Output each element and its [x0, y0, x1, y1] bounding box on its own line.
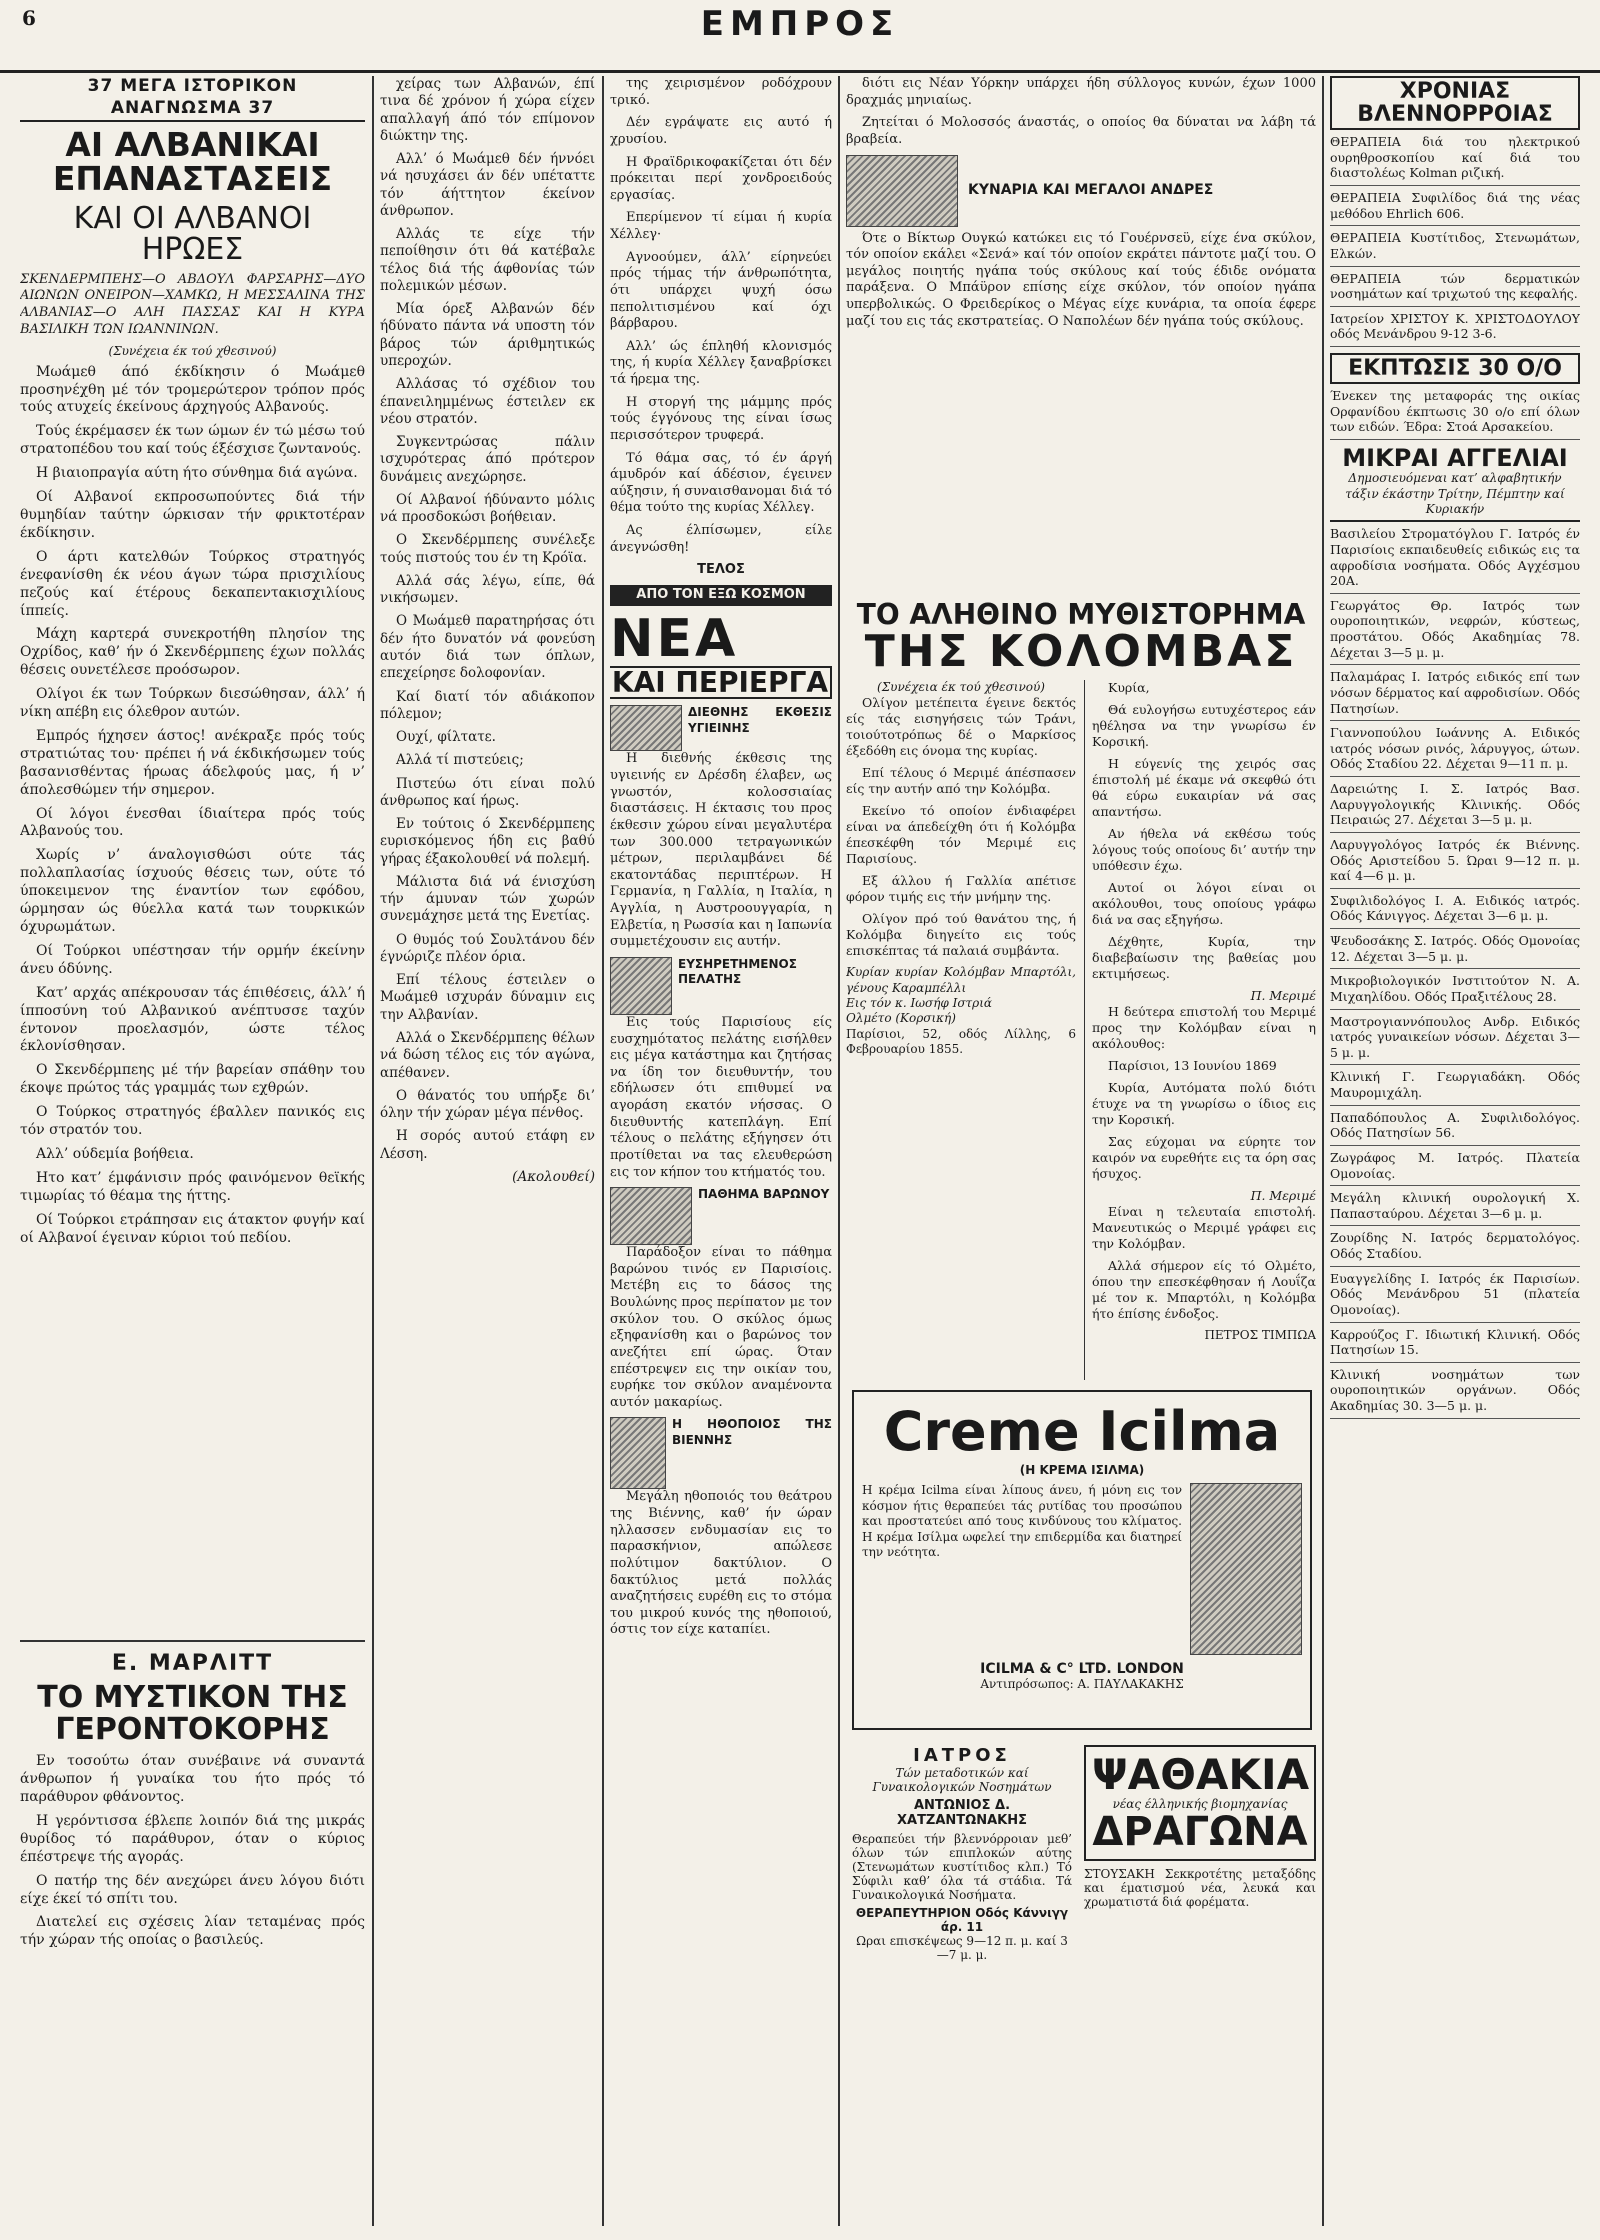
hound-illustration-icon — [610, 1187, 692, 1245]
item-title: ΔΙΕΘΝΗΣ ΕΚΘΕΣΙΣ ΥΓΙΕΙΝΗΣ — [688, 705, 832, 735]
paragraph: Επί τέλους έστειλεν ο Μωάμεθ ισχυράν δύναμιν εις την Αλβανίαν. — [380, 972, 595, 1023]
paragraph: Ας έλπίσωμεν, είλε άνεγνώσθη! — [610, 523, 832, 555]
paragraph: Αγνοούμεν, άλλ’ είρηνεύει πρός τήμας τήν άνθρωπότητα, ότι υπάρχει ψυχή όσω πεπολιτισμένου καί όχι βάρβαρου. — [610, 249, 832, 332]
paragraph: Εν τοσούτω όταν συνέβαινε νά συναντά άνθρωπον ή γυναίκα του ήτο πρός τό παράθυρον φθάνοντος. — [20, 1753, 365, 1805]
nea-heading: ΝΕΑ — [610, 608, 739, 669]
item-title: ΠΑΘΗΜΑ ΒΑΡΩΝΟΥ — [698, 1187, 830, 1202]
paragraph: Παρίσιοι, 13 Ιουνίου 1869 — [1108, 1058, 1277, 1073]
ad-title: ΨΑΘΑΚΙΑ — [1092, 1750, 1310, 1799]
paragraph: Αλλάς τε είχε τήν πεποίθησιν ότι θά κατέβαλε τέλος διά τής άφθονίας τών πολεμικών μέσων. — [380, 226, 595, 294]
paragraph: Τό θάμα σας, τό έν άργή άμυδρόν καί άδέσιον, έγεινεν αύξησιν, ή συναισθανομαι διά τό θέμα τούτο της κυρίας Χέλλεγ. — [610, 450, 832, 516]
clinic: ΘΕΡΑΠΕΥΤΗΡΙΟΝ Οδός Κάννιγγ άρ. 11 — [855, 1906, 1069, 1934]
classified-title: ΧΡΟΝΙΑΣ ΒΛΕΝΝΟΡΡΟΙΑΣ — [1330, 76, 1580, 130]
paragraph: Αυτοί οι λόγοι είναι οι ακόλουθοι, τους οποίους γράφω διά να σας εξηγήσω. — [1092, 880, 1316, 927]
classified-item: Παπαδόπουλος Α. Συφιλιδολόγος. Οδός Πατησίων 56. — [1330, 1106, 1580, 1146]
paragraph: Η δεύτερα επιστολή του Μεριμέ προς την Κολόμβαν είναι η ακόλουθος: — [1092, 1004, 1316, 1051]
paragraph: Κυρία, — [1108, 680, 1150, 695]
paragraph: Ο άρτι κατελθών Τούρκος στρατηγός ένεφανίσθη έκ νέου άγων τώρα πρισχιλίους πεζούς καί έτέρους δεκαπεντακισχιλίους ίππείς. — [20, 548, 365, 619]
paragraph: Χωρίς ν’ άναλογισθώσι ούτε τάς πολλαπλασίας ίσχυούς θέσεις των, ούτε τό ύποκειμενον της έναντίον των εφόδου, ώρμησαν ώς θύελλα κατά των τουρκικών όχυρωμάτων. — [20, 847, 365, 936]
ad-label: ΙΑΤΡΟΣ — [913, 1745, 1011, 1766]
paragraph: Μωάμεθ άπό έκδίκησιν ό Μωάμεθ προσηνέχθη μέ τόν τρομερώτερον τρόπον πρός τούς ατυχείς έκείνους άρχηγούς Αλβανούς. — [20, 363, 365, 416]
paragraph: Μάχη καρτερά συνεκροτήθη πλησίον της Οχρίδος, καθ’ ήν ό Σκενδέρμπεης έχων πολλάς θέσεις ουνετέλεσε προόσωρον. — [20, 626, 365, 679]
peacock-illustration-icon — [610, 1417, 666, 1489]
paragraph: Αλλάσας τό σχέδιον του έπανειλημμένως έστειλεν εκ νέου στρατόν. — [380, 376, 595, 427]
paragraph: Οί Τούρκοι ετράπησαν εις άτακτον φυγήν καί οί Αλβανοί έγειναν κύριοι τού πεδίου. — [20, 1211, 365, 1246]
column-rule — [602, 76, 604, 2226]
classified-item: Ζουρίδης Ν. Ιατρός δερματολόγος. Οδός Σταδίου. — [1330, 1226, 1580, 1266]
paragraph: Διατελεί εις σχέσεις λίαν τεταμένας πρός τήν χώραν τής οποίας ο βασιλεύς. — [20, 1914, 365, 1949]
paragraph: Ότε ο Βίκτωρ Ουγκώ κατώκει εις τό Γουέρνσεϋ, είχε ένα σκύλον, τόν οποίον εκάλει «Σενά» καί τόν οποίον εκράτει πάντοτε μαζί του. Ο μεγάλος ποιητής ηγάπα τούς σκύλους καί τούς έδιδε ονόματα παράξενα. Ο Μπάϋρον επίσης είχε σκύλον, τόν οποίον ηγάπα υπερβολικώς. Ο Φρειδερίκος ο Μέγας είχε κυνάρια, τα οποία έφερε μαζί του εις τάς εκστρατείας. Ο Ναπολέων δέν ηγάπα τούς σκύλους. — [846, 230, 1316, 329]
paragraph: Οί λόγοι ένεσθαι ίδιαίτερα πρός τούς Αλβανούς του. — [20, 805, 365, 840]
paragraph: Αλλά τί πιστεύεις; — [396, 752, 524, 769]
ad-item: ΘΕΡΑΠΕΙΑ τών δερματικών νοσημάτων καί τριχωτού της κεφαλής. — [1330, 267, 1580, 307]
column-news — [610, 76, 832, 2226]
doctor-ad — [852, 1745, 1072, 2225]
classifieds-heading: ΜΙΚΡΑΙ ΑΓΓΕΛΙΑΙ — [1342, 444, 1568, 473]
ad-brand: Creme Icilma — [883, 1400, 1281, 1463]
column-rule — [838, 76, 840, 2226]
paragraph: Τούς έκρέμασεν έκ των ώμων έν τώ μέσω τού στρατοπέδου του καί τούς έξέσχισε ζωντανούς. — [20, 423, 365, 458]
paragraph: Ητο κατ’ έμφάνισιν πρός φαινόμενον θεϊκής τιμωρίας τό θέαμα της ήττης. — [20, 1169, 365, 1204]
paragraph: Η Φραϊδρικοφακίζεται ότι δέν πρόκειται περί χονδροειδούς εργασίας. — [610, 154, 832, 203]
paragraph: Αλλ’ ό Μωάμεθ δέν ήννόει νά ησυχάσει άν δέν υπέταττε τόν άήττητον έκείνον άνθρωπον. — [380, 151, 595, 219]
paragraph: Η βιαιοπραγία αύτη ήτο σύνθημα διά αγώνα. — [36, 465, 358, 482]
classified-item: Ευαγγελίδης Ι. Ιατρός έκ Παρισίων. Οδός Μενάνδρου 51 (πλατεία Ομονοίας). — [1330, 1267, 1580, 1323]
classified-item: Γιαννοπούλου Ιωάννης Α. Ειδικός ιατρός νόσων ρινός, λάρυγγος, ώτων. Οδός Σταδίου 22. Δέχεται 9—11 π. μ. — [1330, 721, 1580, 777]
paragraph: Μάλιστα διά νά ένισχύση τήν άμυναν τών χωρών συνεμάχησε μετά της Ενετίας. — [380, 873, 595, 925]
paragraph: Κατ’ αρχάς απέκρουσαν τάς έπιθέσεις, άλλ’ ή ίπποσύνη τού Αλβανικού ανέπτυσσε ταχύν έντονον προελασμόν, ώστε τέλος έκλονίσθησαν. — [20, 984, 365, 1055]
paragraph: Εν τούτοις ό Σκενδέρμπεης ευρισκόμενος ήδη εις βαθύ γήρας έξακολουθεί νά πολεμή. — [380, 816, 595, 867]
serial-title: ΤΟ ΜΥΣΤΙΚΟΝ ΤΗΣ ΓΕΡΟΝΤΟΚΟΡΗΣ — [37, 1680, 348, 1747]
paragraph: Επερίμενον τί είμαι ή κυρία Χέλλεγ· — [610, 210, 832, 242]
tiger-illustration-icon — [610, 705, 682, 751]
paragraph: Είναι η τελευταία επιστολή. Μανευτικώς ο Μεριμέ γράφει εις την Κολόμβαν. — [1092, 1204, 1316, 1251]
ad-subtitle: (Η ΚΡΕΜΑ ΙΣΙΛΜΑ) — [1019, 1463, 1145, 1477]
hours: Ωραι επισκέψεως 9—12 π. μ. καί 3—7 μ. μ. — [856, 1934, 1068, 1962]
paragraph: της χειρισμένον ροδόχρουν τρικό. — [610, 76, 832, 108]
ad-item: ΘΕΡΑΠΕΙΑ διά του ηλεκτρικού ουρηθροσκοπίου καί διά του διαστολέως Kolman ριζική. — [1330, 130, 1580, 186]
paragraph: Αλλ’ ώς έπληθή κλονισμός της, ή κυρία Χέλλεγ ξαναβρίσκει τά ήρεμα της. — [610, 338, 832, 387]
paragraph: Κυρία, Αυτόματα πολύ διότι έτυχε να τη γνωρίσω ο ίδιος εις την Κορσική. — [1092, 1080, 1316, 1127]
serial-novel-marlitt — [20, 1650, 365, 2225]
novel-title: ΤΟ ΑΛΗΘΙΝΟ ΜΥΘΙΣΤΟΡΗΜΑ — [856, 598, 1306, 631]
serial-author: Ε. ΜΑΡΛΙΤΤ — [111, 1651, 274, 1676]
classified-item: Ψευδοσάκης Σ. Ιατρός. Οδός Ομονοίας 12. Δέχεται 3—5 μ. μ. — [1330, 929, 1580, 969]
paragraph: Η σορός αυτού ετάφη εν Λέσση. — [380, 1128, 595, 1162]
paragraph: Αλλά σήμερον είς τό Ολμέτο, όπου την επεσκέφθησαν ή Λουΐζα μέ τον κ. Μπαρτόλι, η Κολόμβα ήτο έπίσης ένδοξος. — [1092, 1258, 1316, 1321]
ad-description: Τών μεταδοτικών καί Γυναικολογικών Νοσημάτων — [872, 1766, 1052, 1794]
column-rule — [1322, 76, 1324, 2226]
to-be-continued: (Ακολουθεί) — [512, 1168, 595, 1185]
classified-item: Δαρειώτης Ι. Σ. Ιατρός Βασ. Λαρυγγολογικής Κλινικής. Οδός Πειραιώς 27. Δέχεται 3—5 μ. μ. — [1330, 777, 1580, 833]
paragraph: Συγκεντρώσας πάλιν ισχυρότερας άπό πρότερον δυνάμεις ανεχώρησε. — [380, 434, 595, 485]
paragraph: Δέχθητε, Κυρία, την διαβεβαίωσιν της βαθείας μου εκτιμήσεως. — [1092, 934, 1316, 981]
dogs-article — [846, 76, 1316, 596]
paragraph: Ολίγοι έκ των Τούρκων διεσώθησαν, άλλ’ ή νίκη απέβη εις όλεθρον αυτών. — [20, 686, 365, 721]
nea-subheading: ΚΑΙ ΠΕΡΙΕΡΓΑ — [610, 666, 832, 699]
page-number: 6 — [22, 6, 36, 30]
classified-item: Καρρούζος Γ. Ιδιωτική Κλινική. Οδός Πατησίων 15. — [1330, 1323, 1580, 1363]
paragraph: Αλλ’ ούδεμία βοήθεια. — [36, 1145, 194, 1162]
paragraph: Ο Μωάμεθ παρατηρήσας ότι δέν ήτο δυνατόν νά φονεύση αυτόν διά των όπλων, επεχείρησε δολοφονίαν. — [380, 613, 595, 682]
paragraph: Αν ήθελα νά εκθέσω τούς λόγους τούς οποίους δι’ αυτήν την υπόθεσιν έχω. — [1092, 826, 1316, 873]
ad-item: ΘΕΡΑΠΕΙΑ Συφιλίδος διά της νέας μεθόδου Ehrlich 606. — [1330, 186, 1580, 226]
paragraph: Σας εύχομαι να εύρητε τον καιρόν να ευρεθήτε εις τα όρη σας ήσυχος. — [1092, 1134, 1316, 1181]
paragraph: Η γερόντισσα έβλεπε λοιπόν διά της μικράς θυρίδος τό παράθυρον, όταν ο κύριος έπέστρεψε τής αγοράς. — [20, 1812, 365, 1865]
novel-heading-block — [846, 600, 1316, 676]
discount-title: ΕΚΠΤΩΣΙΣ 30 Ο/Ο — [1330, 353, 1580, 384]
paragraph: Καί διατί τόν αδιάκοπον πόλεμον; — [380, 688, 595, 722]
paragraph: Εμπρός ήχησεν άστος! ανέκραξε πρός τούς στρατιώτας του· πρέπει ή νά έκδικήσωμεν τούς βασανισθέντας ήρωας άδελφούς μας, ή ν’ άπολεσθώμεν τήν σημερον. — [20, 727, 365, 798]
column-rule — [1084, 680, 1085, 1380]
ad-text: Η κρέμα Icilma είναι λίπους άνευ, ή μόνη εις τον κόσμον ήτις θεραπεύει τάς ρυτίδας του προσώπου και προστατεύει από τους κινδύνους του κλίματος. Η κρέμα Ισίλμα ωφελεί την επιδερμίδα και διατηρεί την νεότητα. — [862, 1483, 1182, 1560]
dateline: Παρίσιοι, 52, οδός Λίλλης, 6 Φεβρουαρίου 1855. — [846, 1026, 1076, 1057]
rooster-illustration-icon — [610, 957, 672, 1015]
ad-footer: ΣΤΟΥΣΑΚΗ Σεκκροτέτης μεταξόδης και έματισμού νέα, λευκά και χρωματιστά διά φορέματα. — [1084, 1867, 1316, 1910]
paragraph: Η εύγενίς της χειρός σας έπιστολή μέ έκαμε νά σκεφθώ ότι θά εύρω ευκαιρίαν νά σας απαντήσω. — [1092, 756, 1316, 819]
addressee: Κυρίαν κυρίαν Κολόμβαν Μπαρτόλι, γένους Καραμπέλλι — [846, 965, 1076, 995]
paragraph: Ζητείται ό Μολοσσός άναστάς, ο οποίος θα δύναται να λάβη τά βραβεία. — [846, 115, 1316, 147]
paragraph: Ολίγον μετέπειτα έγεινε δεκτός είς τάς εισηγήσεις τών Τράνι, τοιούτοτρόπως δέ ο Μαρκίσος έξεδόθη εις όνομα της κυρίας. — [846, 695, 1076, 759]
section-banner: ΑΠΟ ΤΟΝ ΕΞΩ ΚΟΣΜΟΝ — [610, 585, 832, 606]
article-albanian-revolutions — [20, 76, 365, 1636]
ad-brand: ΔΡΑΓΩΝΑ — [1092, 1809, 1308, 1856]
continued-note: (Συνέχεια έκ τού χθεσινού) — [108, 344, 277, 359]
ad-representative: Αντιπρόσωπος: Α. ΠΑΥΛΑΚΑΚΗΣ — [980, 1677, 1184, 1691]
paragraph: Δέν εγράψατε εις αυτό ή χρυσίου. — [610, 115, 832, 147]
addressee: Ολμέτο (Κορσική) — [846, 1011, 956, 1026]
deck: ΣΚΕΝΔΕΡΜΠΕΗΣ—Ο ΑΒΔΟΥΛ ΦΑΡΣΑΡΗΣ—ΔΥΟ ΑΙΩΝΩΝ ΟΝΕΙΡΟΝ—ΧΑΜΚΩ, Η ΜΕΣΣΑΛΙΝΑ ΤΗΣ ΑΛΒΑΝΙΑΣ—Ο ΑΛΗ ΠΑΣΣΑΣ ΚΑΙ Η ΚΥΡΑ ΒΑΣΙΛΙΚΗ ΤΩΝ ΙΩΑΝΝΙΝΩΝ. — [20, 271, 365, 337]
classified-item: Μικροβιολογικόν Ινστιτούτον Ν. Α. Μιχαηλίδου. Οδός Πραξιτέλους 28. — [1330, 969, 1580, 1009]
paragraph: Ο Τούρκος στρατηγός έβαλλεν πανικός εις τόν στρατόν του. — [20, 1104, 365, 1139]
classified-item: Συφιλιδολόγος Ι. Α. Ειδικός ιατρός. Οδός Κάνιγγος. Δέχεται 3—6 μ. μ. — [1330, 889, 1580, 929]
paragraph: χείρας των Αλβανών, έπί τινα δέ χρόνον ή χώρα είχεν απαλλαγή άπό τόν επίμονον διώκτην της. — [380, 76, 595, 144]
classifieds-subheading: Δημοσιευόμεναι κατ’ αλφαβητικήν τάξιν έκάστην Τρίτην, Πέμπτην καί Κυριακήν — [1330, 471, 1580, 522]
paragraph: Εις τούς Παρισίους είς ευσχημότατος πελάτης εισήλθεν εις μέγα κατάστημα και ζητήσας να ίδη τον διευθυντήν, του εδήλωσεν ότι επιθυμεί να αγοράση εκατόν νήσσας. Ο διευθυντής κατεπλάγη. Επί τέλους ο πελάτης εξήγησεν ότι προτίθεται να τας ελευθερώση εις τον κήπον του κτήματός του. — [610, 1014, 832, 1180]
classified-item: Λαρυγγολόγος Ιατρός έκ Βιέννης. Οδός Αριστείδου 5. Ώραι 9—12 π. μ. καί 4—6 μ. μ. — [1330, 833, 1580, 889]
classified-item: Μεγάλη κλινική ουρολογική Χ. Παπασταύρου. Δέχεται 3—6 μ. μ. — [1330, 1186, 1580, 1226]
paragraph: Πιστεύω ότι είναι πολύ άνθρωπος καί ήρως. — [380, 775, 595, 809]
masthead — [0, 0, 1600, 73]
ad-company: ICILMA & C° LTD. LONDON — [980, 1661, 1184, 1677]
item-title: Η ΗΘΟΠΟΙΟΣ ΤΗΣ ΒΙΕΝΝΗΣ — [672, 1417, 832, 1447]
ad-text: Θεραπεύει τήν βλεννόρροιαν μεθ’ όλων τών επιπλοκών αύτης (Στενωμάτων κυστίτιδος κλπ.) Τό Σύφιλι καθ’ όλα τά στάδια. Τά Γυναικολογικά Νοσήματα. — [852, 1832, 1072, 1902]
dogs-title: ΚΥΝΑΡΙΑ ΚΑΙ ΜΕΓΑΛΟΙ ΑΝΔΡΕΣ — [968, 181, 1214, 198]
column-rule — [372, 76, 374, 2226]
ad-subtitle: νέας έλληνικής βιομηχανίας — [1112, 1797, 1288, 1812]
paragraph: Ο θάνατός του υπήρξε δι’ όλην τήν χώραν μέγα πένθος. — [380, 1087, 595, 1122]
greyhound-illustration-icon — [846, 155, 958, 227]
paragraph: διότι εις Νέαν Υόρκην υπάρχει ήδη σύλλογος κυνών, έχων 1000 δραχμάς μηνιαίως. — [846, 76, 1316, 108]
paragraph: Οί Αλβανοί ήδύναντο μόλις νά προσδοκώσι βοήθειαν. — [380, 491, 595, 526]
continued-note: (Συνέχεια έκ τού χθεσινού) — [877, 680, 1045, 694]
section-rule — [20, 1640, 365, 1642]
classified-item: Γεωργάτος Θρ. Ιατρός των ουροποιητικών, νεφρών, κύστεως, προστάτου. Οδός Ακαδημίας 78. Δέχεται 3—5 μ. μ. — [1330, 594, 1580, 666]
paragraph: Ο πατήρ της δέν ανεχώρει άνευ λόγου διότι είχε έκεί τό σπίτι του. — [20, 1872, 365, 1907]
paragraph: Η διεθνής έκθεσις της υγιεινής εν Δρέσδη έλαβεν, ως γνωστόν, κολοσσιαίας διαστάσεις. Η έκτασις του προς έκθεσιν χώρου είναι μεγαλυτέρα των 300.000 τετραγωνικών μέτρων, περιλαμβάνει δέ εκατοντάδας περιπτέρων. Η Γερμανία, η Γαλλία, η Ιταλία, η Αγγλία, η Αυστροουγγαρία, η Ελβετία, η Ρωσσία και η Ιαπωνία συμμετέχουσιν εις αυτήν. — [610, 751, 832, 950]
doctor-name: ΑΝΤΩΝΙΟΣ Δ. ΧΑΤΖΑΝΤΩΝΑΚΗΣ — [896, 1798, 1027, 1828]
paragraph: Ο Σκενδέρμπεης μέ τήν βαρείαν σπάθην του έκοψε πρώτος τάς γραμμάς των εχθρών. — [20, 1062, 365, 1097]
classified-item: Παλαμάρας Ι. Ιατρός ειδικός επί των νόσων δέρματος καί αφροδισίων. Οδός Πατησίων. — [1330, 665, 1580, 721]
headline: ΑΙ ΑΛΒΑΝΙΚΑΙ ΕΠΑΝΑΣΤΑΣΕΙΣ — [52, 124, 333, 199]
signature: Π. Μεριμέ — [1250, 988, 1316, 1003]
paragraph: Ο θυμός τού Σουλτάνου δέν έγνώριζε πλέον όρια. — [380, 931, 595, 965]
end-marker: ΤΕΛΟΣ — [697, 562, 745, 578]
addressee: Εις τόν κ. Ιωσήφ Ιστριά — [846, 996, 993, 1011]
paragraph: Θά ευλογήσω ευτυχέστερος εάν ηθέλησα να την γνωρίσω έν Κορσική. — [1092, 702, 1316, 749]
classified-item: Ζωγράφος Μ. Ιατρός. Πλατεία Ομονοίας. — [1330, 1146, 1580, 1186]
paragraph: Ουχί, φίλτατε. — [396, 729, 496, 746]
paragraph: Παράδοξον είναι το πάθημα βαρώνου τινός εν Παρισίοις. Μετέβη εις το δάσος της Βουλώνης προς περίπατον με τον σκύλον του. Ο σκύλος όμως εξηφανίσθη και ο βαρώνος τον ανεζήτει επί ώρας. Όταν επέστρεψεν εις την οικίαν του, ευρήκε τον σκύλον αναμένοντα αυτόν μακαρίως. — [610, 1245, 832, 1410]
classified-item: Κλινική Γ. Γεωργιαδάκη. Οδός Μαυρομιχάλη. — [1330, 1065, 1580, 1105]
creme-icilma-ad — [852, 1390, 1312, 1730]
paragraph: Εκείνο τό οποίον ένδιαφέρει είναι να άπεδείχθη ότι ή Κολόμβα έπεσκέφθη τόν Μεριμέ εις Παρισίους. — [846, 803, 1076, 867]
psathakia-ad — [1084, 1745, 1316, 2225]
paragraph: Η στοργή της μάμμης πρός τούς έγγόνους της είναι ίσως περισσότερον τρυφερά. — [610, 394, 832, 443]
paragraph: Οί Αλβανοί εκπροσωπούντες διά τήν θυμηδίαν ταύτην ώρκισαν τήν φρικτοτέραν έκδίκησιν. — [20, 489, 365, 541]
item-title: ΕΥΣΗΡΕΤΗΜΕΝΟΣ ΠΕΛΑΤΗΣ — [678, 956, 797, 987]
paragraph: Αλλά ο Σκενδέρμπεης θέλων νά δώση τέλος εις τόν αγώνα, απέθανεν. — [380, 1030, 595, 1081]
classified-item: Κλινική νοσημάτων των ουροποιητικών οργάνων. Οδός Ακαδημίας 30. 3—5 μ. μ. — [1330, 1363, 1580, 1419]
classifieds-column — [1330, 76, 1580, 2226]
novel-left-column — [846, 680, 1076, 1140]
newspaper-title: ΕΜΠΡΟΣ — [700, 4, 900, 44]
ad-item: ΘΕΡΑΠΕΙΑ Κυστίτιδος, Στενωμάτων, Ελκών. — [1330, 226, 1580, 266]
paragraph: Ο Σκενδέρμπεης συνέλεξε τούς πιστούς του έν τη Κρόϊα. — [380, 532, 595, 566]
subhead: ΚΑΙ ΟΙ ΑΛΒΑΝΟΙ ΗΡΩΕΣ — [73, 200, 312, 268]
paragraph: Οί Τούρκοι υπέστησαν τήν ορμήν έκείνην άνευ όδύνης. — [20, 942, 365, 977]
woman-portrait-icon — [1190, 1483, 1302, 1655]
classified-item: Βασιλείου Στροματόγλου Γ. Ιατρός έν Παρισίοις εκπαιδευθείς ειδικώς εις τα αφροδίσια νοσήματα. Οδός Αγχέσμου 20Α. — [1330, 522, 1580, 594]
paragraph: Ολίγον πρό τού θανάτου της, ή Κολόμβα διηγείτο εις τούς επισκέπτας τά παλαιά συμβάντα. — [846, 911, 1076, 959]
classified-item: Μαστρογιαννόπουλος Ανδρ. Ειδικός ιατρός γυναικείων νόσων. Δέχεται 3—5 μ. μ. — [1330, 1010, 1580, 1066]
paragraph: Επί τέλους ό Μεριμέ άπέσπασεν είς την αυτήν από την Κολόμβα. — [846, 765, 1076, 797]
paragraph: Εξ άλλου ή Γαλλία απέτισε φόρον τιμής εις τήν μνήμην της. — [846, 873, 1076, 905]
paragraph: Μία όρεξ Αλβανών δέν ήδύνατο πάντα νά υποστη τόν βάρος τών άριθμητικώς υπεροχών. — [380, 301, 595, 369]
novel-subtitle: ΤΗΣ ΚΟΛΟΜΒΑΣ — [864, 626, 1298, 678]
paragraph: Αλλά σάς λέγω, είπε, θά νικήσωμεν. — [380, 572, 595, 607]
signature: Π. Μεριμέ — [1250, 1188, 1316, 1203]
article-continuation — [380, 76, 595, 2226]
novel-right-column — [1092, 680, 1316, 1380]
author-signature: ΠΕΤΡΟΣ ΤΙΜΠΩΑ — [1204, 1328, 1316, 1342]
series-label: 37 ΜΕΓΑ ΙΣΤΟΡΙΚΟΝ ΑΝΑΓΝΩΣΜΑ 37 — [20, 76, 365, 122]
ad-item: Ένεκεν της μεταφοράς της οικίας Ορφανίδου έκπτωσις 30 ο/ο επί όλων των ειδών. Έδρα: Στοά Αρσακείου. — [1330, 384, 1580, 440]
ad-item: Ιατρείον ΧΡΙΣΤΟΥ Κ. ΧΡΙΣΤΟΔΟΥΛΟΥ οδός Μενάνδρου 9-12 3-6. — [1330, 307, 1580, 347]
paragraph: Μεγάλη ηθοποιός του θεάτρου της Βιέννης, καθ’ ήν ώραν ηλλασσεν ενδυμασίαν εις το παρασκήνιον, απώλεσε πολύτιμον δακτύλιον. Ο δακτύλιος μετά πολλάς αναζητήσεις ευρέθη εις το στόμα του μικρού κυνός της ηθοποιού, όστις τον είχε καταπίει. — [610, 1489, 832, 1638]
